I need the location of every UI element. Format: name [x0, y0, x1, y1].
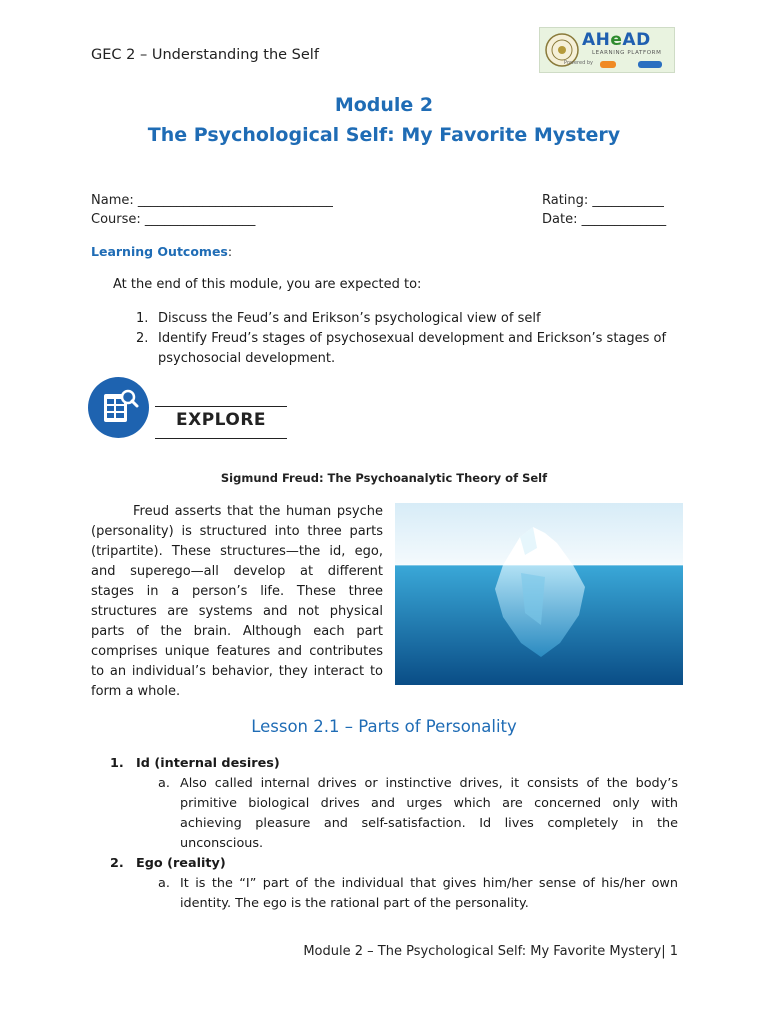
course-field: Course: _________________	[91, 212, 256, 227]
date-field: Date: _____________	[542, 212, 667, 227]
page-footer: Module 2 – The Psychological Self: My Favorite Mystery| 1	[303, 944, 678, 959]
name-field: Name: ______________________________	[91, 193, 333, 208]
module-title: Module 2	[334, 94, 434, 116]
lesson-heading: Lesson 2.1 – Parts of Personality	[251, 717, 517, 736]
explore-top-rule	[155, 406, 287, 407]
logo-partners: Powered by	[564, 60, 593, 66]
ahead-logo	[539, 27, 675, 73]
list-item: a. It is the “I” part of the individual that gives him/her sense of his/her own identity. The ego is the rational part of the personality.	[158, 876, 678, 911]
list-item: 1. Id (internal desires)	[110, 756, 280, 771]
clipboard-search-icon	[88, 377, 149, 438]
learning-outcomes-heading: Learning Outcomes:	[91, 244, 233, 259]
personality-parts-list	[110, 754, 678, 914]
list-item: 2. Ego (reality)	[110, 856, 226, 871]
document-header-title: GEC 2 – Understanding the Self	[91, 47, 319, 63]
module-subtitle: The Psychological Self: My Favorite Mystery	[147, 124, 621, 146]
iceberg-image	[395, 503, 683, 685]
explore-bottom-rule	[155, 438, 287, 439]
freud-paragraph: Freud asserts that the human psyche (personality) is structured into three parts (tripartite). These structures—the id, ego, and superego—all develop at different stages in a person’s life. These three structures are systems and not physical parts of the brain. Although each part comprises unique features and contributes to an individual’s behavior, they interact to form a whole.	[91, 504, 383, 699]
logo-wordmark: AHeAD	[582, 30, 651, 50]
section-heading: Sigmund Freud: The Psychoanalytic Theory of Self	[220, 471, 548, 485]
list-item: a. Also called internal drives or instinctive drives, it consists of the body’s primitive biological drives and urges which are concerned only with achieving pleasure and self-satisfaction. Id lives completely in the unconscious.	[158, 776, 678, 851]
explore-label: EXPLORE	[175, 410, 267, 430]
rating-field: Rating: ___________	[542, 193, 664, 208]
list-item: 2. Identify Freud’s stages of psychosexual development and Erickson’s stages of psychosocial development.	[136, 331, 667, 366]
list-item: 1. Discuss the Feud’s and Erikson’s psychological view of self	[136, 311, 541, 326]
logo-subtitle: LEARNING PLATFORM	[592, 50, 662, 56]
outcomes-intro: At the end of this module, you are expected to:	[113, 277, 422, 292]
partner-logos-icon	[598, 60, 668, 69]
outcomes-list	[136, 309, 680, 369]
